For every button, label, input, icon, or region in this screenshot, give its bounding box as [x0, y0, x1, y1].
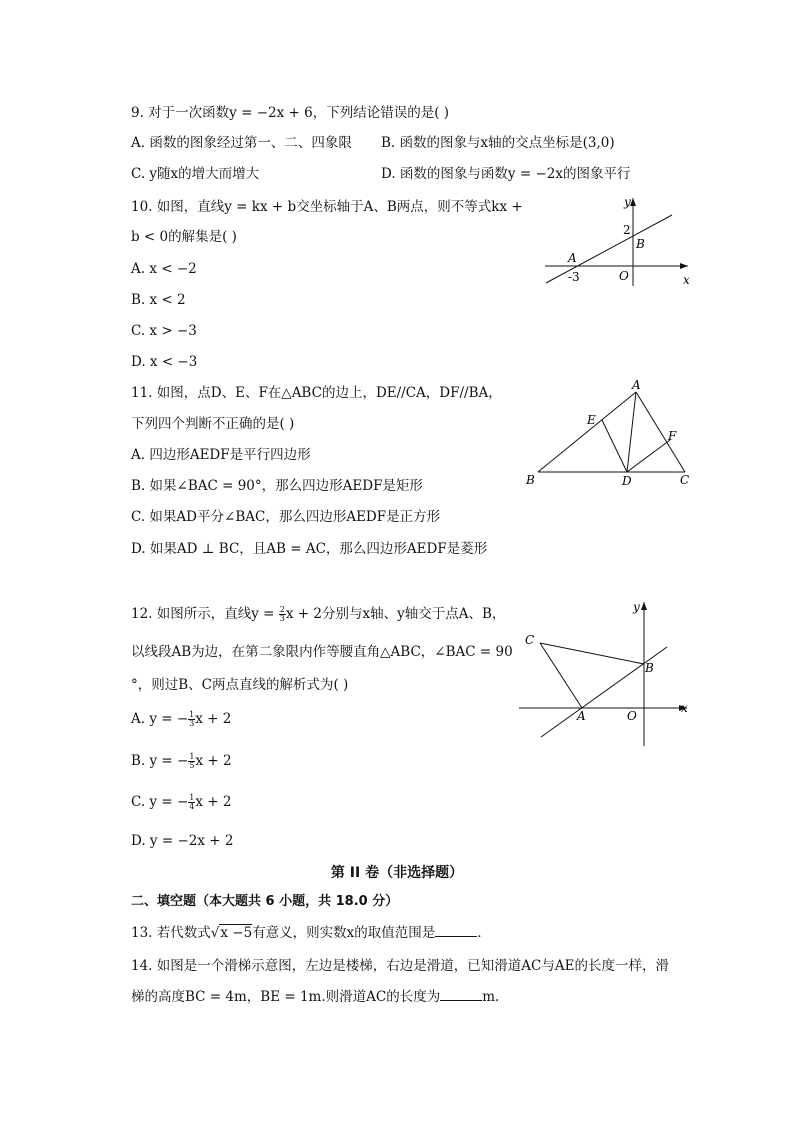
q11-label-f: F [668, 429, 677, 443]
q13-sqrt-sign: √ [210, 925, 220, 941]
q12-fraction [279, 606, 286, 623]
q12-b-post: x + 2 [195, 753, 232, 769]
q11-stem-line1: 11. 如图，点D、E、F在△ABC的边上，DE//CA，DF//BA， [131, 385, 502, 401]
q10-label-2: 2 [623, 223, 631, 237]
q10-option-c: C. x > −3 [131, 323, 197, 339]
q13-radicand: x −5 [220, 925, 253, 941]
q12-c-den: 4 [189, 802, 195, 811]
q12-stem-pre: 12. 如图所示，直线y = [131, 606, 279, 622]
q11-label-d: D [622, 474, 632, 488]
q11-segment-de [602, 420, 627, 472]
q14-line2-pre: 梯的高度BC = 4m，BE = 1m.则滑道AC的长度为 [131, 989, 441, 1005]
q11-segment-df [627, 440, 670, 472]
q12-b-pre: B. y = − [131, 753, 189, 769]
q12-a-pre: A. y = − [131, 711, 189, 727]
q14-answer-blank[interactable] [440, 988, 482, 1001]
q12-segment-cb [540, 643, 644, 664]
q12-c-num: 1 [189, 793, 195, 802]
q10-x-arrow [680, 263, 688, 269]
q11-label-e: E [587, 413, 596, 427]
q10-y-arrow [630, 198, 636, 206]
q12-y-arrow [641, 602, 647, 610]
q12-label-b: B [645, 661, 654, 675]
q14-line2 [131, 988, 499, 1006]
part2-title: 第 II 卷（非选择题） [330, 865, 464, 881]
q12-label-c: C [525, 633, 535, 647]
q12-segment-ca [540, 643, 582, 708]
q11-option-b: B. 如果∠BAC = 90°，那么四边形AEDF是矩形 [131, 478, 423, 494]
q11-stem-line2: 下列四个判断不正确的是( ) [131, 416, 295, 432]
q10-stem-line2: b < 0的解集是( ) [131, 229, 237, 245]
q10-stem-line1: 10. 如图，直线y = kx + b交坐标轴于A、B两点，则不等式kx + [131, 199, 523, 215]
q11-triangle-figure [520, 380, 705, 492]
q10-coordinate-figure [540, 190, 700, 290]
q10-label-x: x [683, 273, 690, 287]
q12-label-x: x [681, 701, 688, 715]
q12-label-o: O [627, 709, 637, 723]
q14-line1: 14. 如图是一个滑梯示意图，左边是楼梯，右边是滑道，已知滑道AC与AE的长度一样，滑 [131, 958, 669, 974]
q12-coordinate-figure [515, 596, 695, 748]
q11-option-d: D. 如果AD ⊥ BC，且AB = AC，那么四边形AEDF是菱形 [131, 541, 488, 557]
q10-label-b: B [636, 237, 645, 251]
q12-label-a: A [577, 709, 586, 723]
q12-a-num: 1 [189, 710, 195, 719]
q12-stem-line1 [131, 605, 505, 623]
q10-option-d: D. x < −3 [131, 354, 198, 370]
q10-option-a: A. x < −2 [131, 261, 197, 277]
q12-a-den: 3 [189, 719, 195, 728]
q12-stem-post: x + 2分别与x轴、y轴交于点A、B， [285, 606, 506, 622]
q13-pre: 13. 若代数式 [131, 925, 211, 941]
q11-segment-ad [627, 392, 636, 472]
q10-line [546, 215, 672, 283]
q10-label-y: y [624, 195, 631, 209]
q12-b-den: 5 [189, 761, 195, 770]
q12-option-d: D. y = −2x + 2 [131, 833, 234, 849]
q12-fraction-num: 2 [279, 605, 285, 614]
q9-option-a: A. 函数的图象经过第一、二、四象限 [131, 135, 352, 151]
q9-stem: 9. 对于一次函数y = −2x + 6，下列结论错误的是( ) [131, 105, 450, 121]
q10-option-b: B. x < 2 [131, 292, 186, 308]
q13-answer-blank[interactable] [435, 924, 477, 937]
q12-option-b [131, 752, 232, 770]
q11-option-c: C. 如果AD平分∠BAC，那么四边形AEDF是正方形 [131, 509, 441, 525]
q13-line [131, 924, 491, 942]
q12-stem-line2: 以线段AB为边，在第二象限内作等腰直角△ABC，∠BAC = 90 [131, 644, 513, 660]
q12-label-y: y [633, 600, 640, 614]
section2-heading: 二、填空题（本大题共 6 小题，共 18.0 分） [131, 894, 399, 909]
q10-label-o: O [619, 269, 629, 283]
q12-stem-line3: °，则过B、C两点直线的解析式为( ) [131, 677, 349, 693]
q11-label-c: C [680, 473, 690, 487]
q9-option-d: D. 函数的图象与函数y = −2x的图象平行 [381, 166, 631, 182]
q9-option-c: C. y随x的增大而增大 [131, 166, 260, 182]
q12-a-post: x + 2 [195, 711, 232, 727]
q10-label-a: A [568, 251, 577, 265]
q12-option-c [131, 793, 231, 811]
q13-post: 有意义，则实数x的取值范围是 [252, 925, 436, 941]
q12-c-post: x + 2 [195, 794, 232, 810]
q14-line2-post: m. [482, 989, 500, 1005]
q12-fraction-den: 3 [279, 614, 285, 623]
q12-option-a [131, 710, 231, 728]
q11-label-a: A [632, 380, 641, 392]
q12-b-num: 1 [189, 752, 195, 761]
q9-option-b: B. 函数的图象与x轴的交点坐标是(3,0) [381, 135, 615, 151]
q12-c-pre: C. y = − [131, 794, 189, 810]
q11-option-a: A. 四边形AEDF是平行四边形 [131, 447, 311, 463]
q13-end: ． [477, 925, 491, 941]
q11-label-b: B [526, 473, 535, 487]
q10-label-neg3: -3 [568, 270, 580, 284]
